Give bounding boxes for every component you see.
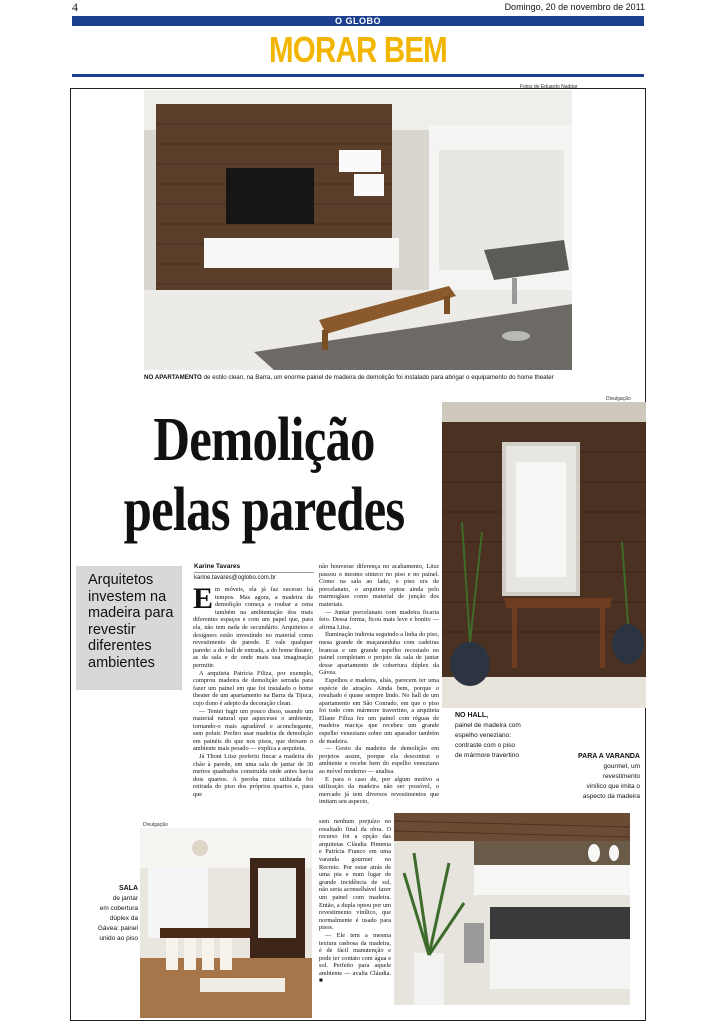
hall-caption-line: contraste com o piso [455,742,515,749]
article-column-2 [319,563,439,813]
section-title: MORAR BEM [269,29,447,70]
article-paragraph: Em móveis, ela já faz sucesso há tempos. Mas agora, a madeira de demolição começa a roubar a cena também na ambientação dos mais diferentes espaços e com um papel que, para ela, não tem nada de secundário. Arquitetos e designers estão investindo no material como revestimento de parede. E vale qualquer parede: a do hall de entrada, a do home theater, as da sala e de onde mais sua imaginação permitir. [193,586,313,669]
deck-box [76,566,182,690]
sala-caption-line: de jantar [112,895,138,902]
article-paragraph: sem nenhum prejuízo no resultado final da obra. O recurso foi a opção das arquitetas Cláudia Pimenta e Patrícia Franco em uma varanda gourmet no Recreio. Por estar atrás de uma pia e num lugar de grande incidência de sol, não seria aconselhável fazer um painel com madeira. Então, a dupla optou por um revestimento vinílico, que normalmente é usado para pisos. [319,818,391,932]
varanda-photo [394,813,630,1005]
article-paragraph: — Gosto da madeira de demolição em projetos assim, porque ela descontrai o ambiente e recebe bem do espelho veneziano ao móvel moderno — analisa. [319,745,439,776]
page-number: 4 [72,0,78,14]
varanda-caption [560,752,640,802]
hall-caption-line: espelho veneziano: [455,732,512,739]
sala-caption-line: em cobertura [99,905,138,912]
drop-cap: E [193,586,214,615]
article-paragraph: — Ele tem a mesma textura rasbosa da madeira, é de fácil manutenção e pode ter contato com água e sol. Perfeito para aquele ambiente — avalia Cláudia. ■ [319,931,391,985]
varanda-caption-line: vinílico que imita o [586,783,640,790]
main-photo [144,90,572,370]
sala-photo-credit: Divulgação [143,822,168,828]
byline-email: karine.tavares@oglobo.com.br [194,575,276,581]
hall-photo [442,402,646,708]
article-paragraph: A arquiteta Patrícia Filiza, por exemplo, comprou madeira de demolição serrada para fazer um painel em que foi instalado o home theater de um apartamento na Barra da Tijuca, cujo dono é adepto da decoração clean. [193,669,313,707]
varanda-caption-line: gourmet, um [603,763,640,770]
hall-photo-caption [455,711,565,761]
header-rule [72,74,644,77]
byline-rule [194,572,314,573]
varanda-caption-lead: PARA A VARANDA [578,753,640,760]
sala-photo-caption [86,884,138,944]
article-paragraph: Iluminação indireta seguindo a linha do piso, mesa grande de maçaranduba com cadeiras brancas e um grande espelho recostado no painel completam o projeto da sala de jantar desse apartamento de cobertura dúplex da Gávea. [319,631,439,677]
article-paragraph: — Juntar porcelanato com madeira ficaria feio. Dessa forma, ficou mais leve e bonito — afirma Litsz. [319,608,439,631]
issue-date: Domingo, 20 de novembro de 2011 [504,2,645,12]
sala-caption-line: Gávea: painel [97,925,138,932]
hall-caption-line: painel de madeira com [455,722,521,729]
varanda-caption-line: revestimento [602,773,640,780]
hall-photo-credit: Divulgação [606,396,631,402]
newspaper-name: O GLOBO [335,16,381,26]
article-paragraph: não houvesse diferença no acabamento, Litsz passou o mesmo sinteco no piso e no painel. Como na sala ao lado, o piso era de porcelanato, o arquiteto optou ainda pelo marmoglass como material de junção dos materiais. [319,563,439,608]
article-column-3 [319,818,391,1016]
sala-caption-line: unido ao piso [99,935,138,942]
article-paragraph: E para o caso de, por algum motivo a utilização da madeira não ser possível, o mercado já tem diversos revestimentos que imitam seu aspecto, [319,775,439,806]
byline-name: Karine Tavares [194,563,241,570]
deck-text: Arquitetos investem na madeira para revestir diferentes ambientes [88,572,174,671]
headline-line: Demolição [153,406,375,474]
headline-line: pelas paredes [123,476,405,544]
main-photo-caption-text: de estilo clean, na Barra, um enorme painel de madeira de demolição foi instalado para abrigar o equipamento do home theater [201,374,554,381]
article-paragraph: Espelhos e madeira, aliás, parecem ter uma espécie de atração. Ainda bem, porque o resultado é quase sempre lindo. No hall de um apartamento em São Conrado, em que o piso foi todo com mármore travertino, a arquiteta Eliane Filiza fez um painel com réguas de madeira maciça que recebeu um grande espelho veneziano sobre um aparador também de madeira. [319,676,439,745]
main-photo-caption-lead: NO APARTAMENTO [144,374,202,381]
article-column-1 [193,586,313,824]
sala-caption-lead: SALA [118,885,138,892]
main-photo-caption [144,374,574,382]
byline [194,563,314,581]
newspaper-bar [72,16,644,26]
article-paragraph: — Tentei fugir um pouco disso, usando um material natural que aquecesse o ambiente, tornando-o mais agradável e aconchegante, sem poluir. Prefiro usar madeira de demolição em painéis do que nos pisos, que deixam o ambiente mais pesado — explica a arquiteta. [193,707,313,753]
varanda-caption-line: aspecto da madeira [582,793,640,800]
hall-caption-line: de mármore travertino [455,752,519,759]
hall-caption-lead: NO HALL, [455,712,489,719]
article-paragraph: Já Thoni Litsz preferiu fincar a madeira do chão à parede, em uma sala de jantar de 30 metros quadrados construída onde antes havia dois quartos. A peroba mica utilizada foi retirada do piso dos próprios quartos e, para que [193,753,313,799]
headline [111,405,416,545]
sala-caption-line: dúplex da [109,915,138,922]
sala-photo [140,828,312,1018]
main-photo-credit: Fotos de Eduardo Naddar [520,84,578,90]
